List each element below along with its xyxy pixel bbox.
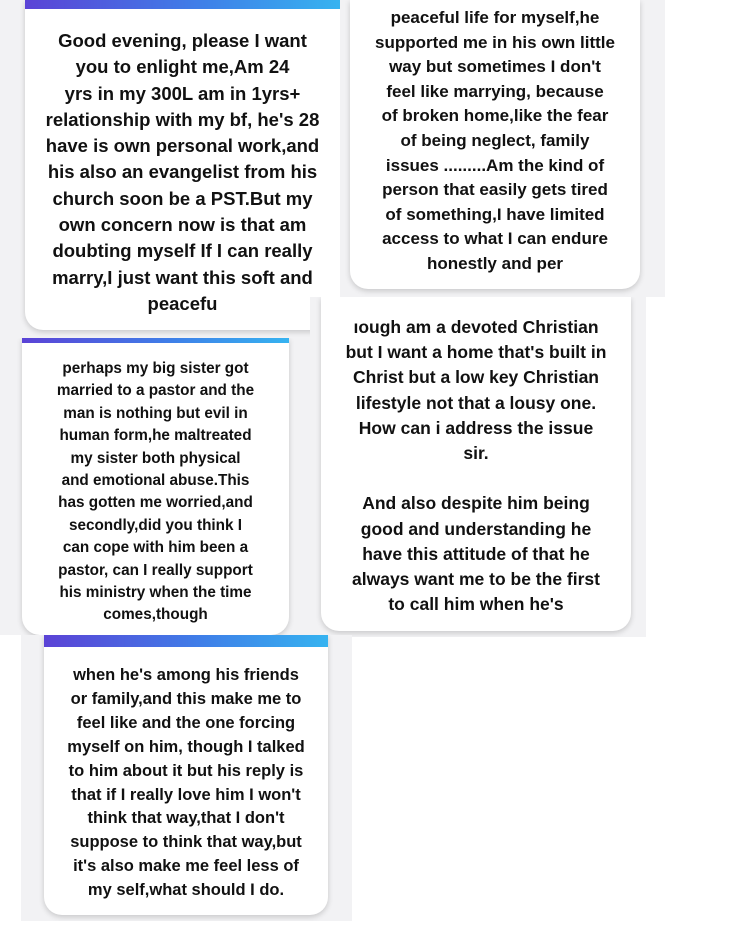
- screenshot-tile-2: [340, 0, 665, 297]
- message-card-1: [25, 0, 340, 330]
- message-card-2: [350, 0, 640, 289]
- screenshot-tile-5: [21, 635, 352, 921]
- message-text-3: perhaps my big sister got married to a pastor and the man is nothing but evil in human form,he maltreated my sister both physical and emotional abuse.This has gotten me worried,and secondly,did you think I can cope with him been a pastor, can I really support his ministry when the time comes,though: [56, 360, 255, 624]
- screenshot-tile-4: [310, 297, 646, 637]
- message-text-4: ıough am a devoted Christian but I want a home that's built in Christ but a low key Christian lifestyle not that a lousy one. How can i address the issue sir. And also despite him being good and understanding he have this attitude of that he always want me to be the first to call him when he's: [345, 317, 607, 615]
- gradient-header-bar: [22, 338, 289, 343]
- gradient-header-bar: [25, 0, 340, 9]
- gradient-header-bar: [44, 635, 328, 647]
- message-text-5: when he's among his friends or family,and this make me to feel like and the one forcing myself on him, though I talked to him about it but his reply is that if I really love him I won't think that way,that I don't suppose to think that way,but it's also make me feel less of my self,what should I do.: [67, 666, 305, 900]
- message-text-1: Good evening, please I want you to enlight me,Am 24 yrs in my 300L am in 1yrs+ relationship with my bf, he's 28 have is own personal work,and his also an evangelist from his church soon be a PST.But my own concern now is that am doubting myself If I can really marry,I just want this soft and peacefu: [45, 30, 320, 314]
- screenshot-tile-3: [0, 338, 321, 635]
- message-text-2: peaceful life for myself,he supported me in his own little way but sometimes I don't feel like marrying, because of broken home,like the fear of being neglect, family issues .........Am the kind of person that easily gets tired of something,I have limited access to what I can endure honestly and per: [375, 8, 615, 273]
- message-card-4: [321, 297, 631, 631]
- screenshot-tile-1: [0, 0, 352, 338]
- message-card-3: [22, 338, 289, 635]
- message-card-5: [44, 635, 328, 915]
